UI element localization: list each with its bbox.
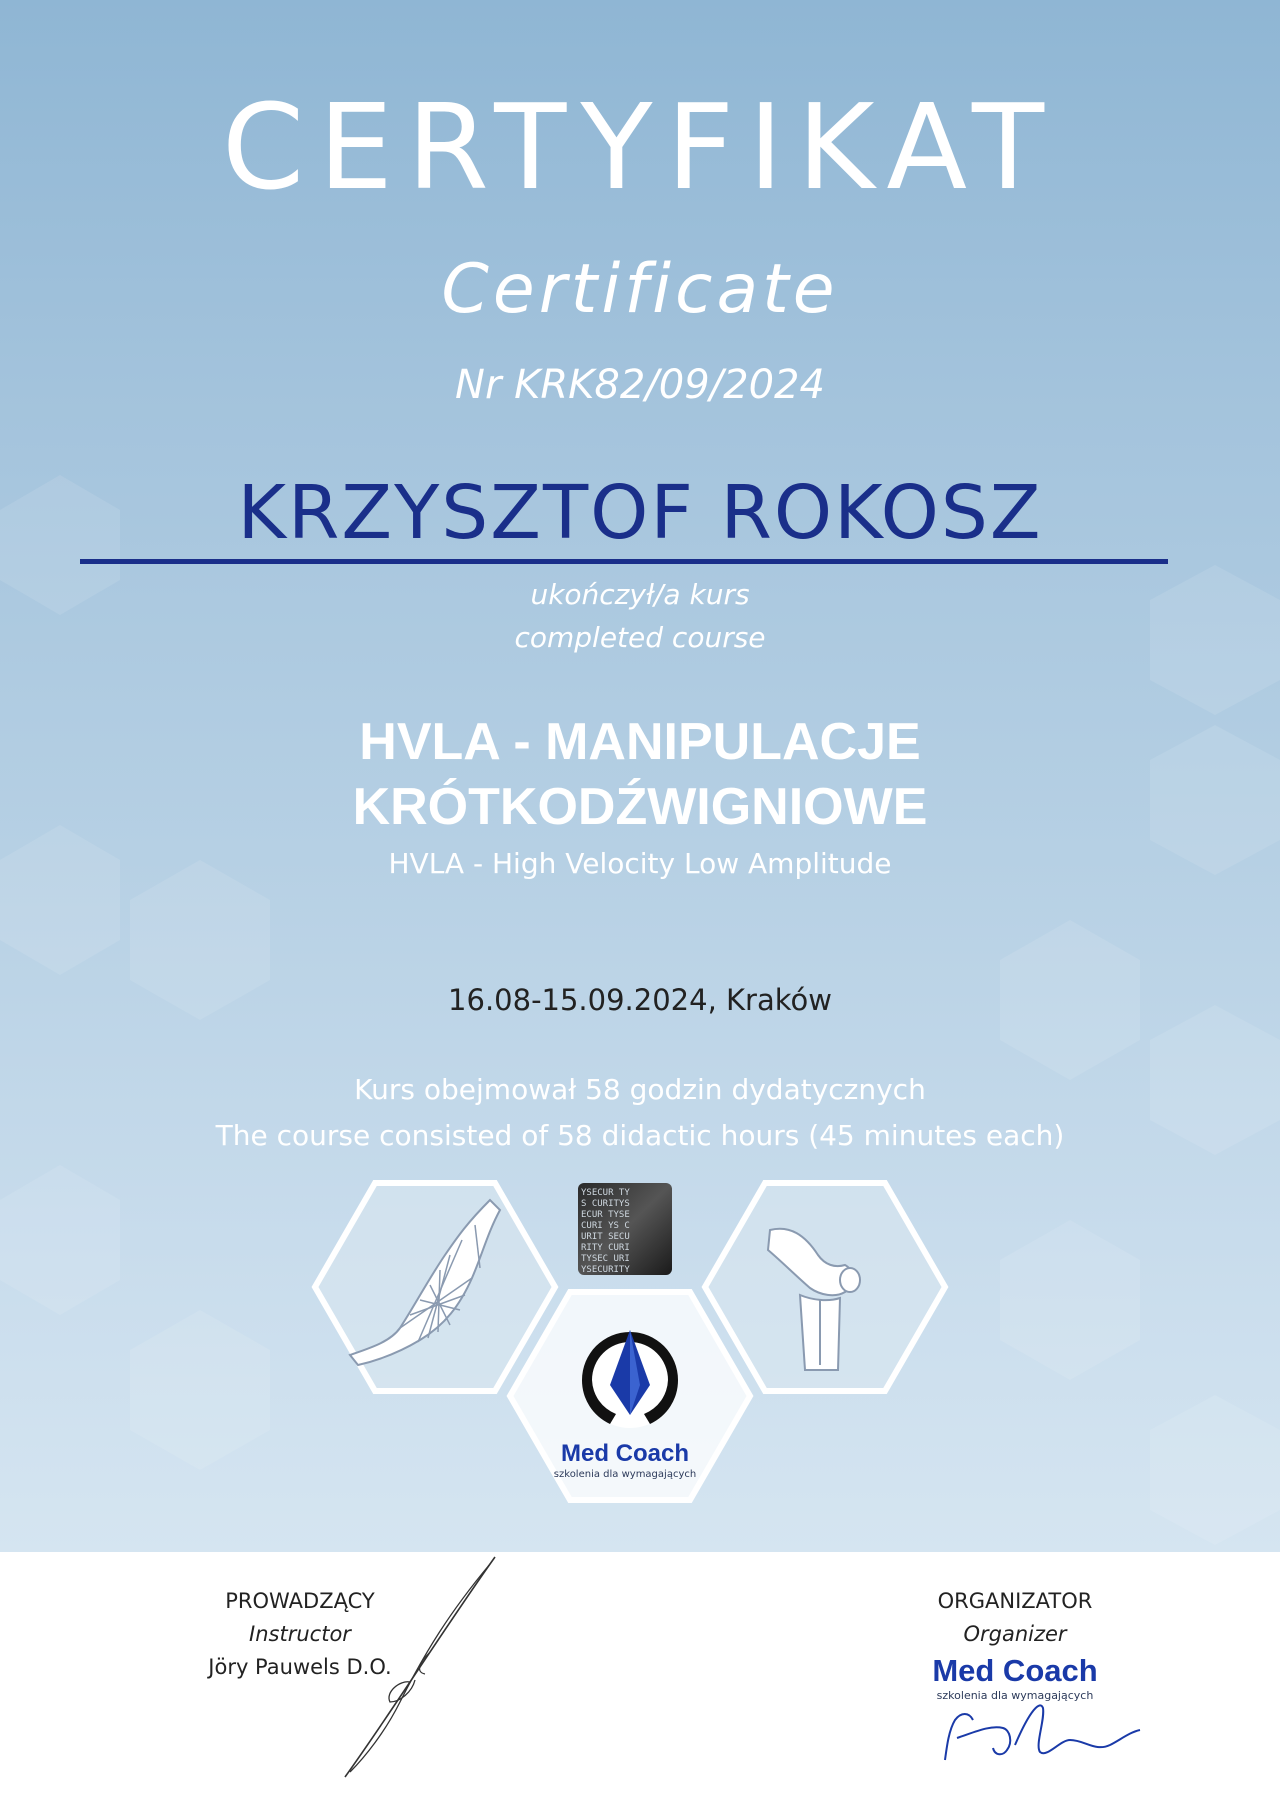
instructor-label-english: Instructor bbox=[249, 1622, 351, 1646]
organizer-label-polish: ORGANIZATOR bbox=[937, 1589, 1093, 1613]
hologram-line: S CURITYS bbox=[581, 1199, 630, 1209]
organizer-logo-tagline: szkolenia dla wymagających bbox=[936, 1689, 1094, 1702]
course-hours-polish: Kurs obejmował 58 godzin dydatycznych bbox=[354, 1073, 926, 1106]
recipient-name: KRZYSZTOF ROKOSZ bbox=[237, 470, 1043, 556]
hologram-line: YSECURITY bbox=[581, 1265, 630, 1275]
certificate-number: Nr KRK82/09/2024 bbox=[455, 362, 825, 408]
certificate-title-english: Certificate bbox=[441, 250, 839, 329]
certificate-title-polish: CERTYFIKAT bbox=[221, 78, 1059, 216]
organizer-logo-name: Med Coach bbox=[932, 1653, 1098, 1688]
instructor-signature bbox=[330, 1552, 510, 1782]
security-hologram bbox=[578, 1183, 672, 1275]
hologram-line: YSECUR TY bbox=[581, 1188, 630, 1198]
organizer-signature bbox=[935, 1690, 1145, 1770]
organizer-label-english: Organizer bbox=[963, 1622, 1067, 1646]
course-hours-english: The course consisted of 58 didactic hours (45 minutes each) bbox=[215, 1119, 1065, 1152]
course-title-line-1: HVLA - MANIPULACJE bbox=[359, 713, 921, 771]
hologram-line: CURI YS C bbox=[581, 1221, 630, 1231]
center-logo-tagline: szkolenia dla wymagających bbox=[553, 1469, 697, 1480]
instructor-name: Jöry Pauwels D.O. bbox=[208, 1655, 392, 1679]
hologram-line: RITY CURI bbox=[581, 1243, 630, 1253]
course-subtitle: HVLA - High Velocity Low Amplitude bbox=[388, 847, 892, 880]
course-title-line-2: KRÓTKODŹWIGNIOWE bbox=[352, 778, 928, 836]
completed-course-english: completed course bbox=[514, 621, 766, 654]
instructor-label-polish: PROWADZĄCY bbox=[225, 1589, 375, 1613]
completed-course-polish: ukończył/a kurs bbox=[530, 578, 750, 611]
hologram-line: URIT SECU bbox=[581, 1232, 630, 1242]
organizer-block bbox=[895, 1585, 1135, 1703]
hologram-line: TYSEC URI bbox=[581, 1254, 630, 1264]
name-underline bbox=[80, 559, 1168, 564]
hologram-line: ECUR TYSE bbox=[581, 1210, 630, 1220]
course-dates-location: 16.08-15.09.2024, Kraków bbox=[448, 983, 832, 1017]
center-logo-name: Med Coach bbox=[560, 1440, 689, 1467]
